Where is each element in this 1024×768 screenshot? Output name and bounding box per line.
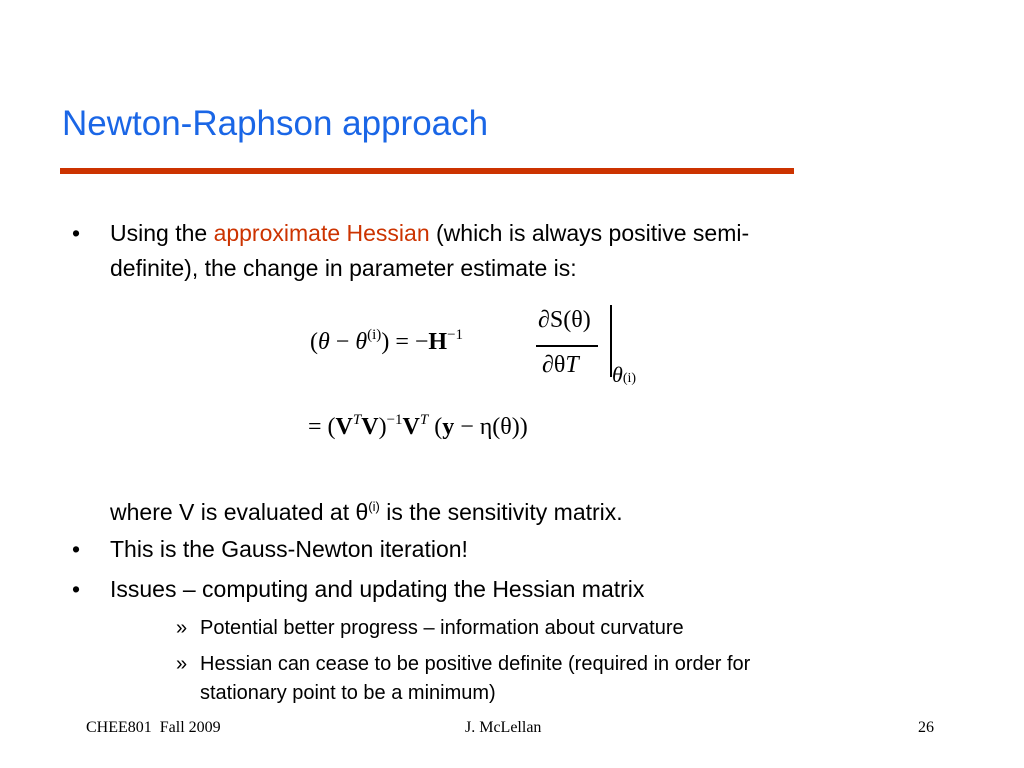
- equation-line-2: = $(V^TV)^{-1}V^T$ (y − η(θ)): [308, 412, 528, 440]
- fraction-denominator: ∂θT: [542, 352, 579, 378]
- title-underline: [60, 168, 794, 174]
- evaluation-point: θ(i): [612, 362, 637, 387]
- footer-author: J. McLellan: [465, 719, 542, 736]
- bullet-text-before: Using the: [110, 220, 214, 246]
- bullet-marker: •: [72, 220, 81, 246]
- footer-page-number: 26: [918, 719, 934, 736]
- bullet-text: This is the Gauss-Newton iteration!: [110, 536, 468, 562]
- slide-title: Newton-Raphson approach: [62, 104, 489, 143]
- sub-bullet-marker: »: [176, 653, 188, 675]
- sub-bullet-text: Hessian can cease to be positive definite (required in order for: [200, 653, 751, 675]
- bullet-text-after: (which is always positive semi-: [429, 220, 750, 246]
- bullet-text: Issues – computing and updating the Hessian matrix: [110, 576, 645, 602]
- highlight-approximate-hessian: approximate Hessian: [213, 220, 430, 246]
- bullet-continuation: definite), the change in parameter estimate is:: [110, 255, 577, 281]
- bullet-marker: •: [72, 536, 81, 562]
- where-line: where V is evaluated at $\theta^{(i)}$ is the sensitivity matrix.: [110, 499, 623, 525]
- footer-course: CHEE801 Fall 2009: [86, 719, 221, 736]
- fraction-bar: [536, 345, 598, 347]
- sub-bullet-text: Potential better progress – information about curvature: [200, 617, 684, 639]
- fraction-numerator: ∂S(θ): [538, 307, 591, 333]
- bullet-marker: •: [72, 576, 81, 602]
- sub-bullet-marker: »: [176, 617, 188, 639]
- bullet-text: [110, 216, 749, 250]
- equation-line-1: $(\theta - \theta^{(i)}) = -H^{-1}$: [310, 327, 464, 355]
